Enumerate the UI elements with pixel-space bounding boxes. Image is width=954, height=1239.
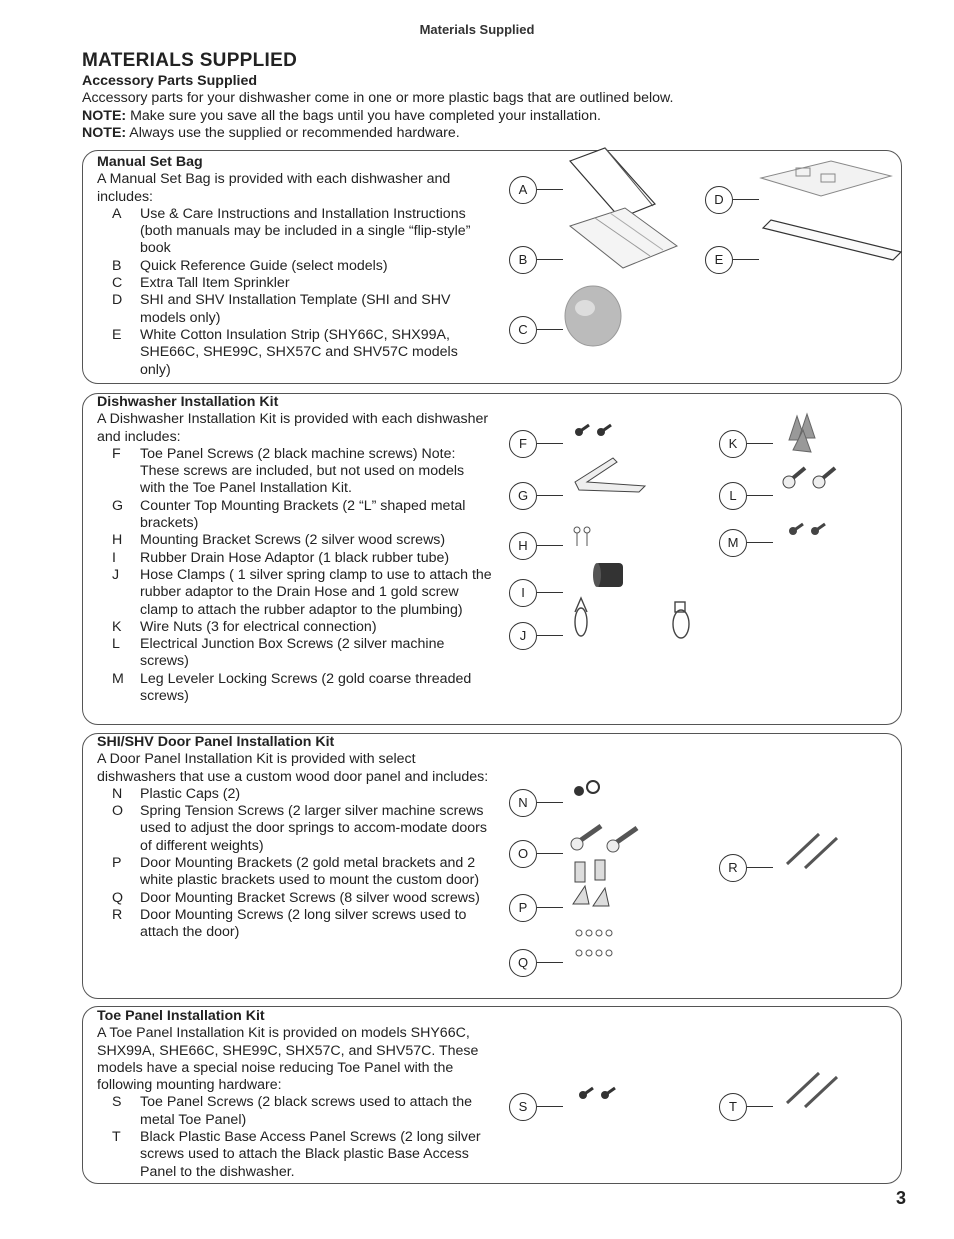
door-panel-kit-text [97,734,492,942]
screw-icon [565,410,625,450]
callout-circle: S [509,1093,537,1121]
callout-circle: Q [509,949,537,977]
callout-circle: K [719,430,747,458]
list-item: N Plastic Caps (2) [112,785,241,802]
door-panel-kit-box [82,733,902,999]
note-2-text: Always use the supplied or recommended hardware. [126,124,460,141]
list-item: I Rubber Drain Hose Adaptor (1 black rubber tube) [112,549,450,566]
part-q-callout [509,949,829,989]
callout-circle: I [509,579,537,607]
toe-panel-kit-title: Toe Panel Installation Kit [97,1008,265,1024]
list-item: F Toe Panel Screws (2 black machine screws) Note: These screws are included, but not used on models with the Toe Panel Installation Kit. [112,445,465,497]
callout-circle: O [509,840,537,868]
part-c-callout [509,316,829,356]
callout-circle: P [509,894,537,922]
door-panel-kit-title: SHI/SHV Door Panel Installation Kit [97,734,335,750]
note-1-text: Make sure you save all the bags until you have completed your installation. [126,107,601,124]
leveler-screw-icon [775,509,835,549]
manual-set-bag-text [97,154,492,379]
list-item: Q Door Mounting Bracket Screws (8 silver wood screws) [112,889,480,906]
base-panel-screw-icon [775,1073,865,1113]
callout-circle: G [509,482,537,510]
section-title: MATERIALS SUPPLIED [82,50,298,71]
part-m-callout [719,529,954,569]
list-item: B Quick Reference Guide (select models) [112,257,388,274]
door-bracket-icon [565,874,645,934]
sprinkler-icon [565,296,635,366]
part-j-callout [509,622,829,662]
toe-panel-kit-box [82,1006,902,1184]
part-n-callout [509,789,829,829]
page-number: 3 [895,1188,906,1208]
wood-screw-icon [565,512,615,552]
note-2-label: NOTE: [82,124,127,141]
callout-circle: D [705,186,733,214]
machine-screw-icon [775,462,845,502]
dishwasher-kit-description: A Dishwasher Installation Kit is provided with each dishwasher and includes: [97,411,489,445]
spring-screw-icon [565,820,655,860]
long-screw-icon [775,834,865,874]
part-r-callout [719,854,954,894]
list-item: S Toe Panel Screws (2 black screws used to attach the metal Toe Panel) [112,1094,472,1128]
bracket-icon [565,462,655,502]
dishwasher-kit-title: Dishwasher Installation Kit [97,394,279,410]
part-e-callout [705,246,954,286]
note-1-label: NOTE: [82,107,127,124]
part-t-callout [719,1093,954,1133]
template-icon [761,166,891,226]
list-item: O Spring Tension Screws (2 larger silver machine screws used to adjust the door springs to accom-modate doors of different weights) [112,803,487,854]
toe-panel-kit-description: A Toe Panel Installation Kit is provided on models SHY66C, SHX99A, SHE66C, SHE99C, SHX57C, and SHV57C. These models have a special noise reducing Toe Panel with the following mounting hardware: [97,1025,479,1094]
list-item: T Black Plastic Base Access Panel Screws (2 long silver screws used to attach the Black plastic Base Access Panel to the dishwasher. [112,1129,481,1180]
list-item: K Wire Nuts (3 for electrical connection) [112,618,377,635]
callout-circle: M [719,529,747,557]
list-item: R Door Mounting Screws (2 long silver screws used to attach the door) [112,906,467,941]
manual-set-bag-box [82,150,902,384]
callout-circle: E [705,246,733,274]
callout-circle: F [509,430,537,458]
list-item: M Leg Leveler Locking Screws (2 gold coarse threaded screws) [112,670,472,705]
dishwasher-installation-kit-box [82,393,902,725]
callout-circle: R [719,854,747,882]
intro-block [82,73,882,142]
note-2 [82,125,882,142]
door-panel-kit-description: A Door Panel Installation Kit is provided with select dishwashers that use a custom wood door panel and includes: [97,751,489,785]
part-p-callout [509,894,829,934]
list-item: E White Cotton Insulation Strip (SHY66C, SHX99A, SHE66C, SHE99C, SHX57C and SHV57C models only) [112,326,458,378]
callout-circle: L [719,482,747,510]
toe-screw-icon [565,1073,625,1113]
list-item: H Mounting Bracket Screws (2 silver wood screws) [112,532,446,549]
bracket-screw-icon [565,929,645,979]
wire-nut-icon [775,410,835,460]
manual-set-bag-title: Manual Set Bag [97,154,203,170]
hose-clamp-icon [565,602,695,652]
callout-circle: B [509,246,537,274]
list-item: A Use & Care Instructions and Installation Instructions (both manuals may be included in a single “flip-style” book [112,205,471,257]
running-header: Materials Supplied [419,22,535,37]
intro-text: Accessory parts for your dishwasher come in one or more plastic bags that are outlined below. [82,90,674,107]
list-item: D SHI and SHV Installation Template (SHI and SHV models only) [112,292,451,326]
plastic-cap-icon [565,769,615,809]
list-item: G Counter Top Mounting Brackets (2 “L” shaped metal brackets) [112,497,466,532]
manual-set-bag-description: A Manual Set Bag is provided with each dishwasher and includes: [97,171,451,205]
dishwasher-kit-text [97,394,492,705]
callout-circle: N [509,789,537,817]
list-item: C Extra Tall Item Sprinkler [112,275,290,292]
callout-circle: J [509,622,537,650]
part-d-callout [705,186,954,226]
callout-circle: C [509,316,537,344]
list-item: P Door Mounting Brackets (2 gold metal brackets and 2 white plastic brackets used to mount the custom door) [112,855,480,889]
subsection-title: Accessory Parts Supplied [82,73,258,89]
callout-circle: H [509,532,537,560]
rubber-tube-icon [565,559,625,599]
insulation-strip-icon [761,226,901,276]
callout-circle: T [719,1093,747,1121]
list-item: J Hose Clamps ( 1 silver spring clamp to use to attach the rubber adaptor to the Drain Hose and 1 gold screw clamp to attach the rubber adaptor to the plumbing) [112,566,492,618]
part-l-callout [719,482,954,522]
note-1 [82,108,882,125]
callout-circle: A [509,176,537,204]
list-item: L Electrical Junction Box Screws (2 silver machine screws) [112,636,445,670]
toe-panel-kit-text [97,1008,492,1181]
